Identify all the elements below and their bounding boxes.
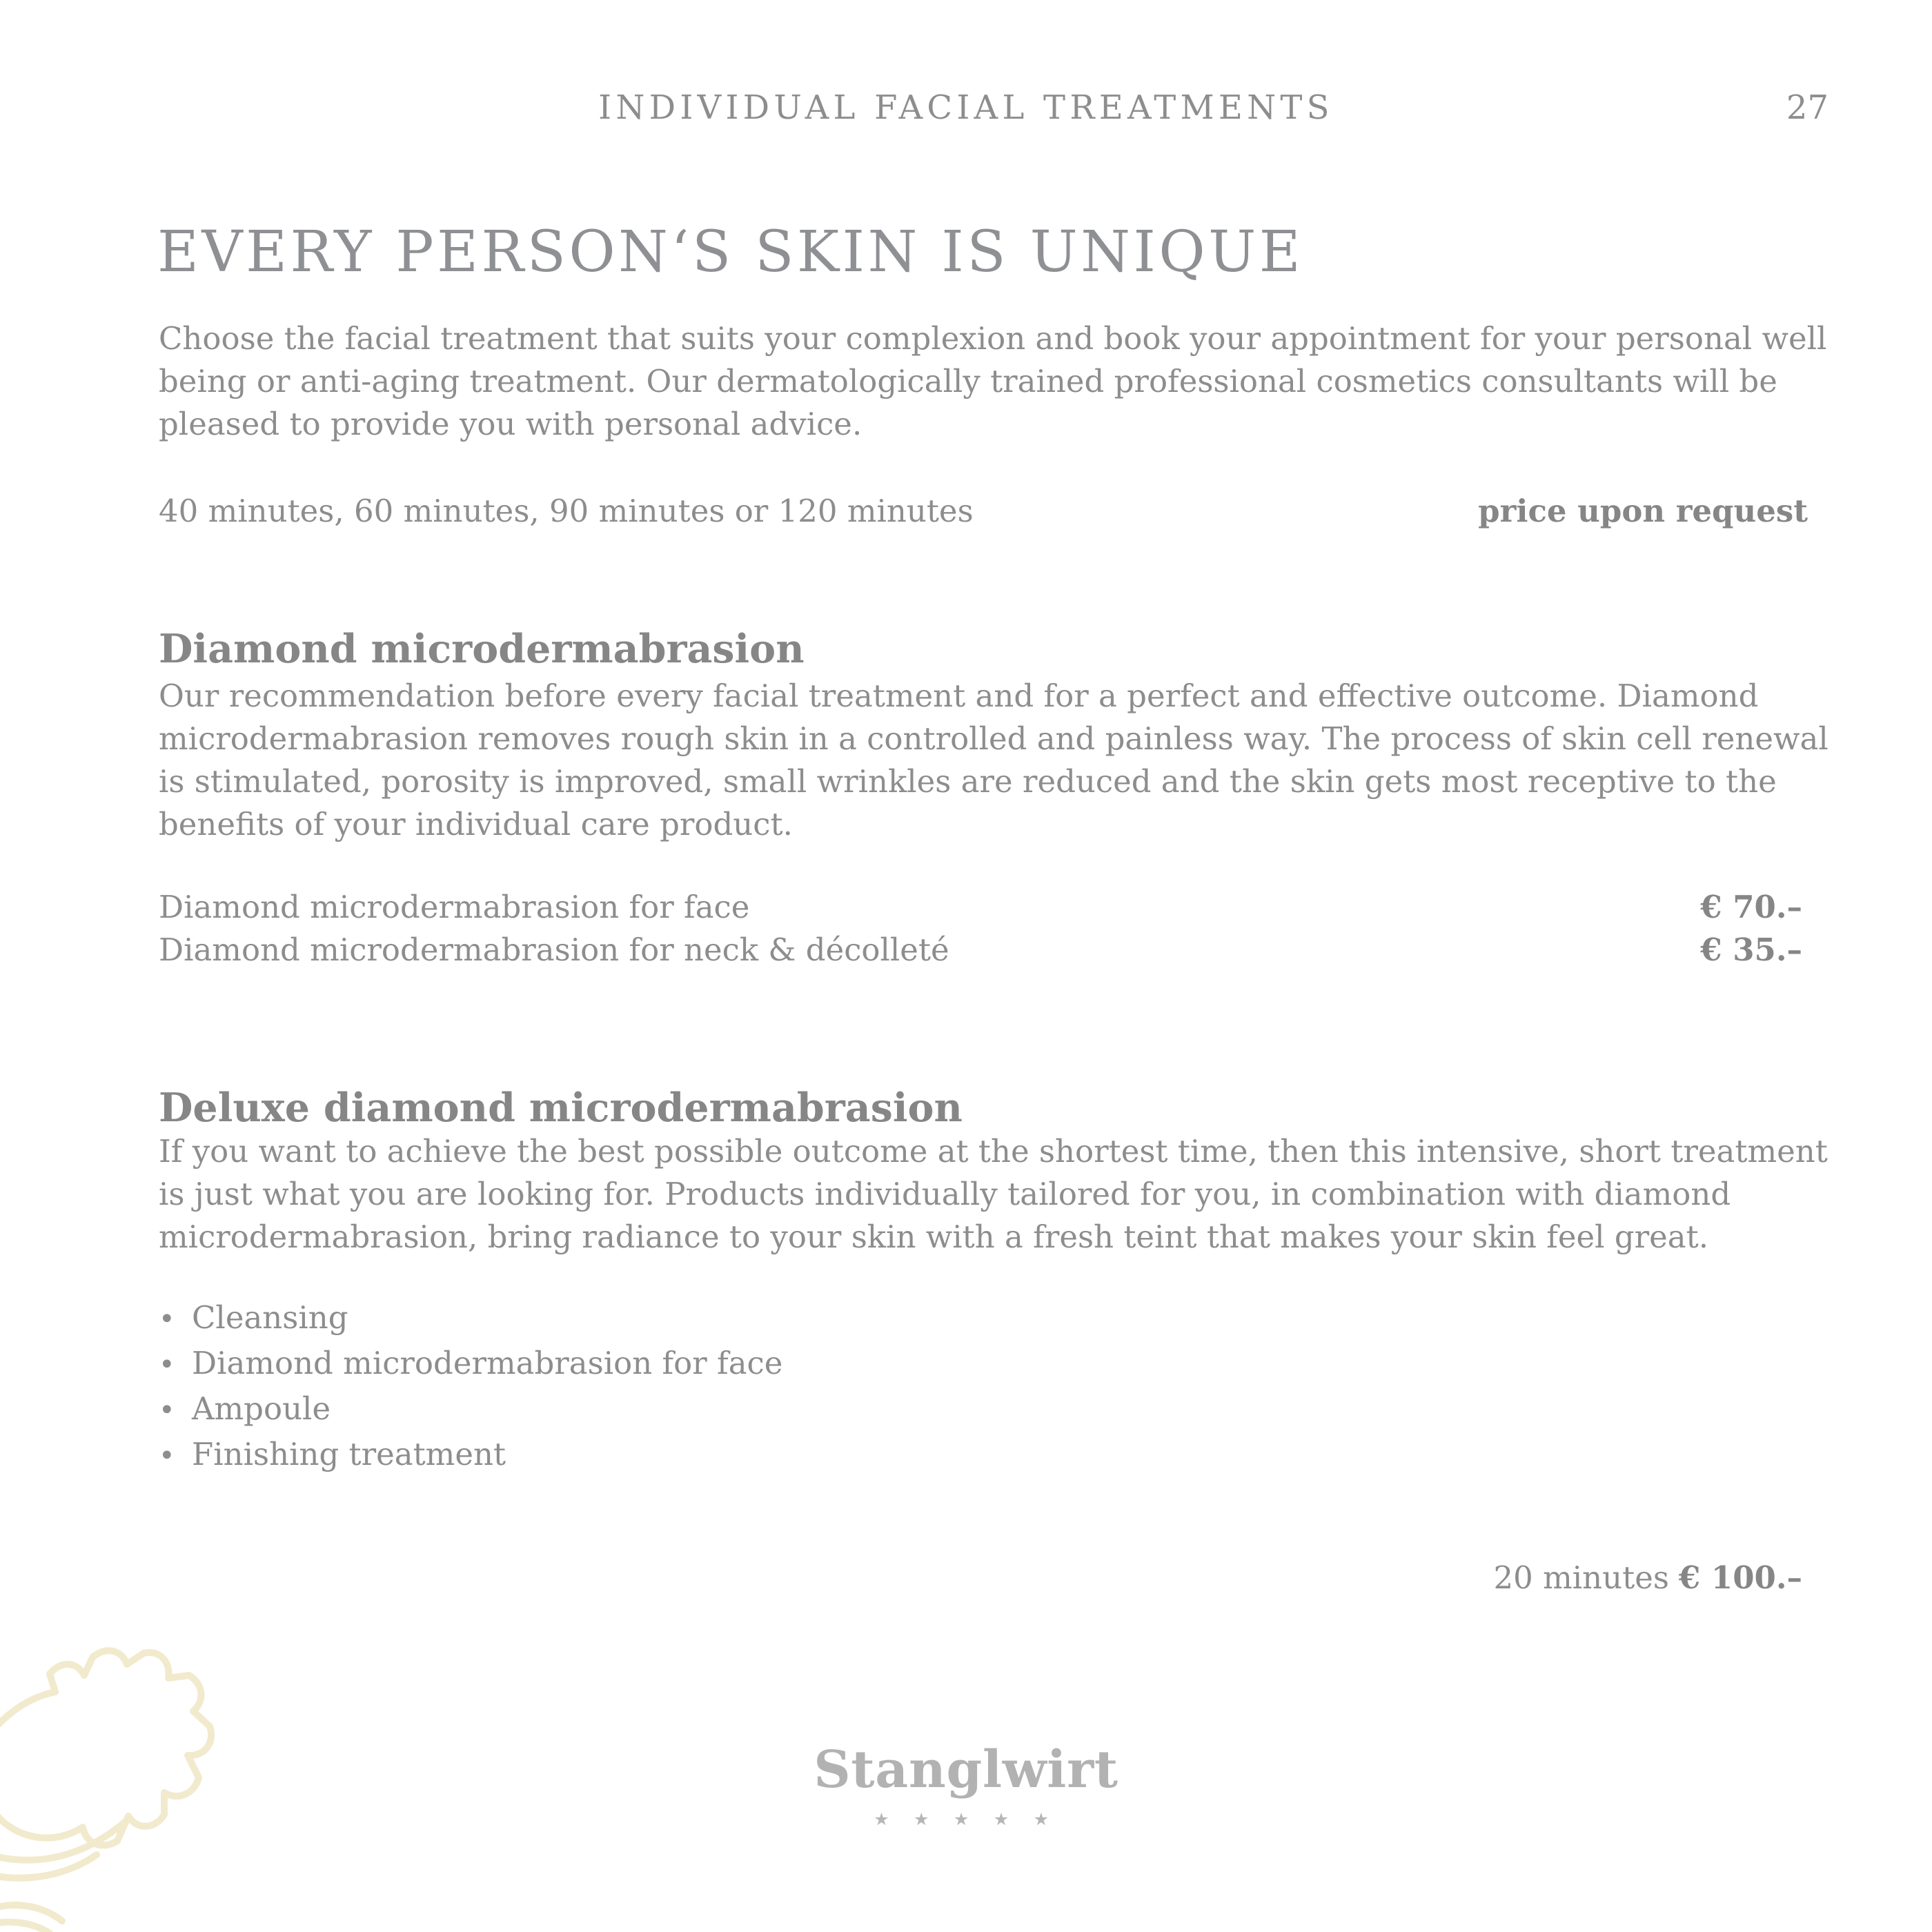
list-item-text: Diamond microdermabrasion for face	[192, 1345, 783, 1381]
deluxe-duration-price	[159, 1557, 1802, 1599]
bullet-icon: •	[159, 1440, 175, 1472]
list-item-text: Cleansing	[192, 1299, 348, 1336]
section-paragraph-deluxe: If you want to achieve the best possible outcome at the shortest time, then this intensive, short treatment is just what you are looking for. Products individually tailored for you, in combination with diamond microdermabrasion, bring radiance to your skin with a fresh teint that makes your skin feel great.	[159, 1133, 1828, 1255]
page-title: EVERY PERSON‘S SKIN IS UNIQUE	[157, 219, 1304, 285]
section-paragraph-diamond: Our recommendation before every facial treatment and for a perfect and effective outcome. Diamond microdermabrasion removes rough skin in a controlled and painless way. The process of skin cell renewal is stimulated, porosity is improved, small wrinkles are reduced and the skin gets most receptive to the benefits of your individual care product.	[159, 678, 1828, 842]
section-heading-deluxe: Deluxe diamond microdermabrasion	[159, 1085, 963, 1131]
price-value: € 35.–	[1700, 931, 1802, 968]
price-value: € 70.–	[1700, 889, 1802, 925]
section-heading-diamond: Diamond microdermabrasion	[159, 626, 805, 672]
price-value: € 100.–	[1678, 1559, 1802, 1596]
intro-paragraph: Choose the facial treatment that suits your complexion and book your appointment for your personal well being or anti-aging treatment. Our dermatologically trained professional cosmetics consultants will be pleased to provide you with personal advice.	[159, 320, 1827, 442]
price-list	[159, 886, 1802, 972]
treatment-steps-list	[159, 1296, 1539, 1478]
bullet-icon: •	[159, 1303, 175, 1335]
stanglwirt-logo	[0, 1740, 1932, 1829]
list-item	[159, 1387, 1539, 1432]
list-item	[159, 1432, 1539, 1478]
price-row	[159, 886, 1802, 929]
logo-wordmark: Stanglwirt	[814, 1740, 1118, 1800]
price-note: price upon request	[1478, 493, 1808, 529]
price-row	[159, 929, 1802, 972]
five-star-rating-icon: ★ ★ ★ ★ ★	[874, 1809, 1058, 1829]
list-item	[159, 1296, 1539, 1341]
list-item-text: Ampoule	[192, 1390, 331, 1427]
price-label: Diamond microdermabrasion for neck & décolleté	[159, 931, 949, 968]
list-item-text: Finishing treatment	[192, 1436, 506, 1472]
durations-text: 40 minutes, 60 minutes, 90 minutes or 120 minutes	[159, 493, 974, 529]
running-header-title: INDIVIDUAL FACIAL TREATMENTS	[598, 88, 1334, 127]
list-item	[159, 1341, 1539, 1387]
duration-price-row	[159, 490, 1808, 533]
price-label: Diamond microdermabrasion for face	[159, 889, 750, 925]
bullet-icon: •	[159, 1349, 175, 1381]
duration-text: 20 minutes	[1493, 1559, 1669, 1596]
page-number: 27	[1786, 88, 1828, 127]
bullet-icon: •	[159, 1394, 175, 1426]
